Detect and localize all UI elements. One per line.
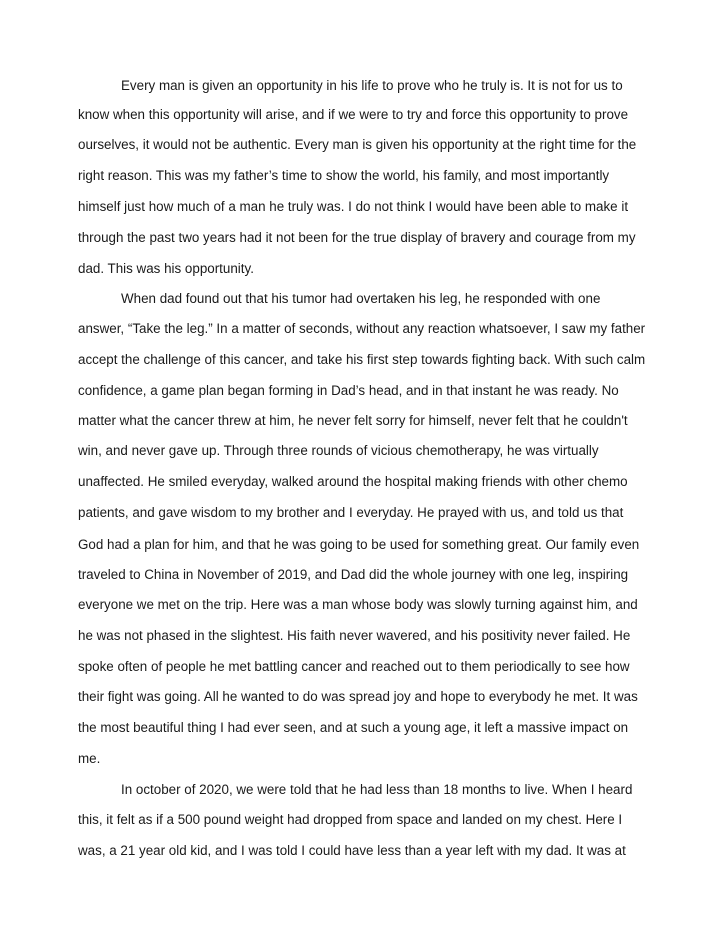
text-line: win, and never gave up. Through three rounds of vicious chemotherapy, he was virtually [78,443,599,458]
text-line: answer, “Take the leg.” In a matter of seconds, without any reaction whatsoever, I saw my father [78,321,646,336]
text-line: he was not phased in the slightest. His faith never wavered, and his positivity never failed. He [78,628,631,643]
text-line: right reason. This was my father’s time to show the world, his family, and most importantly [78,168,610,183]
text-line: spoke often of people he met battling cancer and reached out to them periodically to see how [78,659,630,674]
text-line: through the past two years had it not been for the true display of bravery and courage from my [78,230,636,245]
text-line: dad. This was his opportunity. [78,261,254,276]
text-line: the most beautiful thing I had ever seen, and at such a young age, it left a massive impact on [78,720,629,735]
text-line: When dad found out that his tumor had overtaken his leg, he responded with one [121,291,601,306]
text-line: God had a plan for him, and that he was going to be used for something great. Our family even [78,537,640,552]
text-line: this, it felt as if a 500 pound weight had dropped from space and landed on my chest. Here I [78,812,623,827]
text-line: me. [78,751,101,766]
text-line: unaffected. He smiled everyday, walked around the hospital making friends with other chemo [78,474,628,489]
text-line: confidence, a game plan began forming in Dad’s head, and in that instant he was ready. No [78,383,619,398]
text-line: their fight was going. All he wanted to do was spread joy and hope to everybody he met. It was [78,689,638,704]
text-line: In october of 2020, we were told that he had less than 18 months to live. When I heard [121,782,633,797]
text-line: matter what the cancer threw at him, he never felt sorry for himself, never felt that he couldn't [78,413,628,428]
text-line: accept the challenge of this cancer, and take his first step towards fighting back. With such calm [78,352,646,367]
text-line: was, a 21 year old kid, and I was told I could have less than a year left with my dad. It was at [78,843,626,858]
text-line: himself just how much of a man he truly was. I do not think I would have been able to make it [78,199,629,214]
text-line: traveled to China in November of 2019, and Dad did the whole journey with one leg, inspiring [78,567,629,582]
text-line: ourselves, it would not be authentic. Every man is given his opportunity at the right time for the [78,137,637,152]
text-line: Every man is given an opportunity in his life to prove who he truly is. It is not for us to [121,78,623,93]
text-line: patients, and gave wisdom to my brother and I everyday. He prayed with us, and told us that [78,505,624,520]
text-line: everyone we met on the trip. Here was a man whose body was slowly turning against him, and [78,597,638,612]
text-line: know when this opportunity will arise, and if we were to try and force this opportunity to prove [78,107,629,122]
